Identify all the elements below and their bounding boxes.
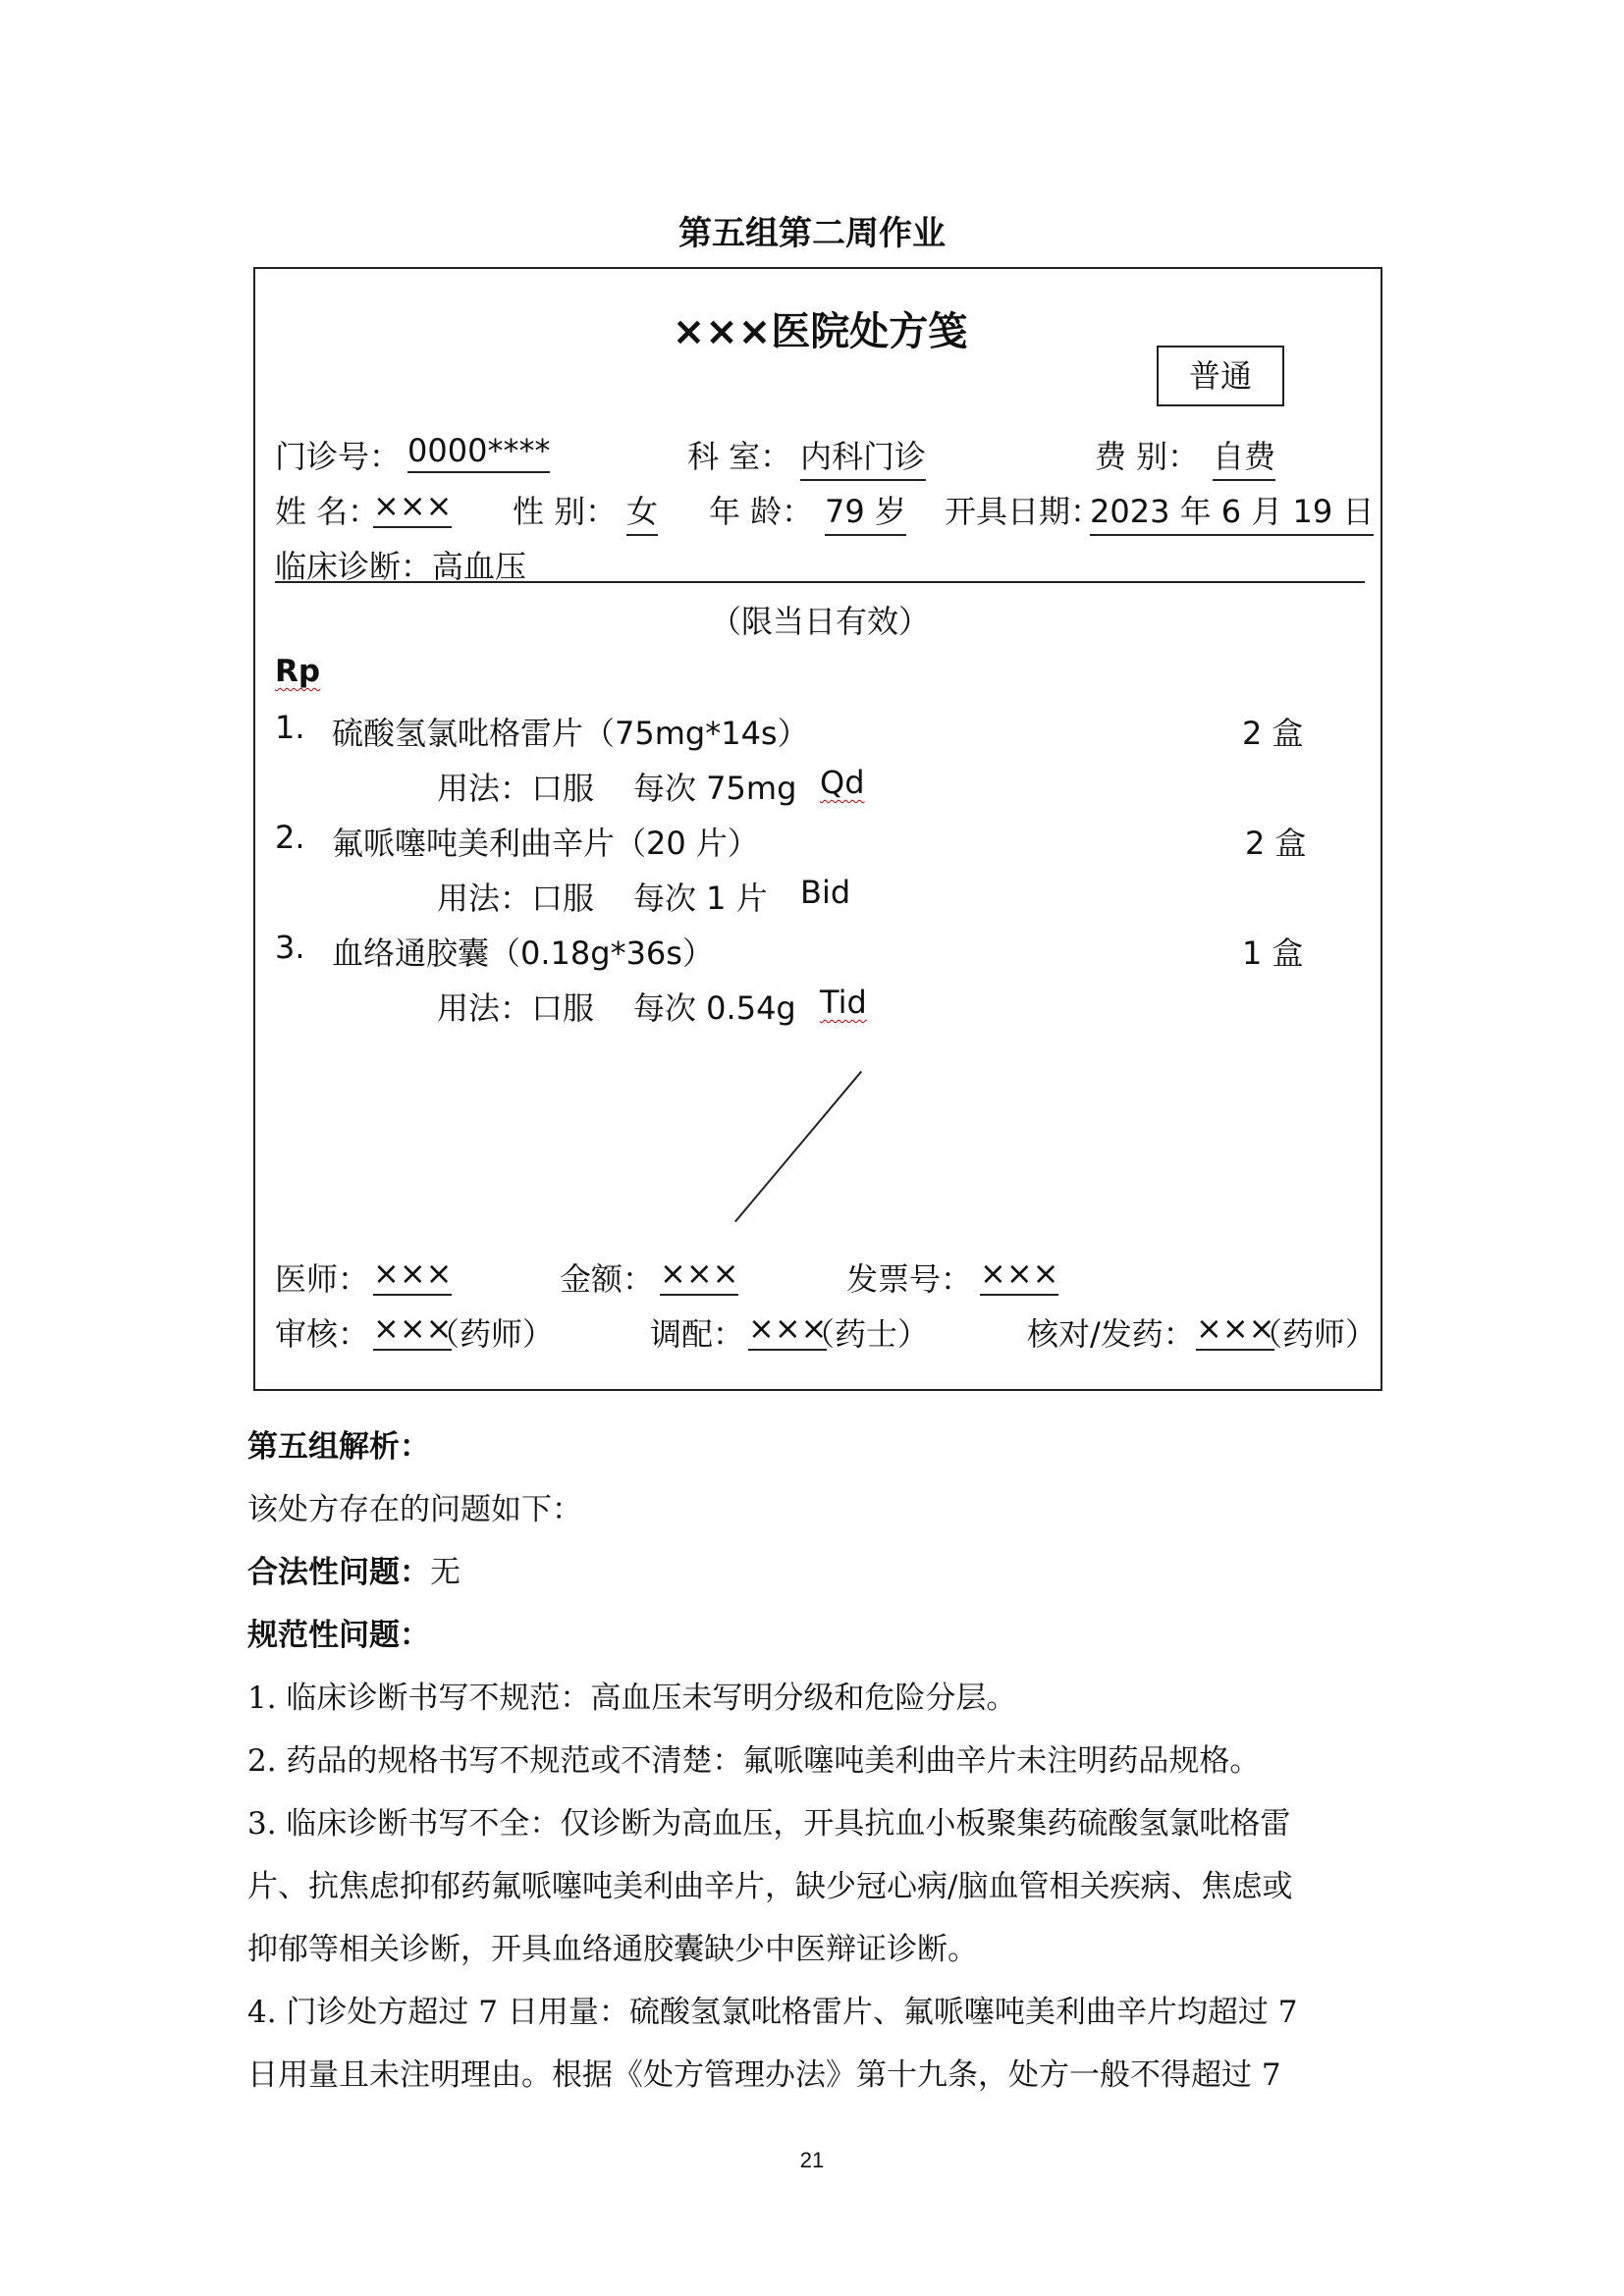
date-label: 开具日期： xyxy=(945,493,1103,530)
drug-index: 1. xyxy=(275,709,305,746)
drug-usage: 用法：口服 xyxy=(437,880,595,917)
check-label: 核对/发药： xyxy=(1027,1315,1195,1353)
dispense-value: ××× xyxy=(748,1309,827,1351)
prescription-type-badge: 普通 xyxy=(1157,346,1284,406)
drug-dose: 每次 0.54g xyxy=(633,989,796,1027)
standard-heading xyxy=(247,1604,1386,1667)
dept-label: 科 室： xyxy=(687,438,792,475)
dispense-role: （药士） xyxy=(803,1315,930,1353)
check-value: ××× xyxy=(1196,1309,1274,1351)
document-title: 第五组第二周作业 xyxy=(678,214,946,253)
issue-3-line-2: 片、抗焦虑抑郁药氟哌噻吨美利曲辛片，缺少冠心病/脑血管相关疾病、焦虑或 xyxy=(247,1869,1293,1904)
dispense-label: 调配： xyxy=(650,1315,745,1353)
hospital-title: ×××医院处方笺 xyxy=(672,309,968,354)
invoice-label: 发票号： xyxy=(846,1260,973,1298)
blank-space-slash xyxy=(734,1071,862,1222)
drug-index: 3. xyxy=(275,929,305,966)
drug-name: 血络通胶囊（0.18g*36s） xyxy=(332,934,714,972)
legality-line xyxy=(247,1541,1386,1604)
standard-heading-text: 规范性问题： xyxy=(247,1618,430,1653)
drug-quantity: 2 盒 xyxy=(1242,715,1304,752)
age-label: 年 龄： xyxy=(709,493,814,530)
doctor-value: ××× xyxy=(373,1255,452,1296)
drug-usage: 用法：口服 xyxy=(437,989,595,1027)
drug-name: 硫酸氢氯吡格雷片（75mg*14s） xyxy=(332,715,809,752)
diagnosis-value: 高血压 xyxy=(432,548,527,585)
drug-index: 2. xyxy=(275,819,305,856)
gender-label: 性 别： xyxy=(513,493,618,530)
diagnosis-label: 临床诊断： xyxy=(275,548,433,585)
prescription-form xyxy=(253,267,1382,1391)
name-value: ××× xyxy=(373,487,452,528)
review-role: （药师） xyxy=(428,1315,555,1353)
drug-frequency: Qd xyxy=(820,764,865,801)
gender-value: 女 xyxy=(626,487,658,536)
issue-4-line-2: 日用量且未注明理由。根据《处方管理办法》第十九条，处方一般不得超过 7 xyxy=(247,2057,1281,2093)
drug-name: 氟哌噻吨美利曲辛片（20 片） xyxy=(332,825,759,862)
fee-label: 费 别： xyxy=(1095,438,1200,475)
dept-value: 内科门诊 xyxy=(800,432,926,481)
legality-label: 合法性问题： xyxy=(247,1555,430,1590)
drug-dose: 每次 1 片 xyxy=(633,880,768,917)
fee-value: 自费 xyxy=(1213,432,1275,481)
outpatient-value: 0000**** xyxy=(407,432,550,473)
issue-3-line-1: 3. 临床诊断书写不全：仅诊断为高血压，开具抗血小板聚集药硫酸氢氯吡格雷 xyxy=(247,1806,1291,1842)
drug-quantity: 2 盒 xyxy=(1245,825,1307,862)
issue-4-line-1: 4. 门诊处方超过 7 日用量：硫酸氢氯吡格雷片、氟哌噻吨美利曲辛片均超过 7 xyxy=(247,1995,1298,2030)
issue-1: 1. 临床诊断书写不规范：高血压未写明分级和危险分层。 xyxy=(247,1681,1017,1716)
drug-dose: 每次 75mg xyxy=(633,770,797,807)
doctor-label: 医师： xyxy=(275,1260,370,1298)
legality-value: 无 xyxy=(430,1555,460,1590)
amount-value: ××× xyxy=(660,1255,738,1296)
date-value: 2023 年 6 月 19 日 xyxy=(1090,487,1374,536)
age-value: 79 岁 xyxy=(825,487,906,536)
analysis-heading-text: 第五组解析： xyxy=(247,1429,430,1465)
drug-quantity: 1 盒 xyxy=(1242,934,1304,972)
issue-3-line-3: 抑郁等相关诊断，开具血络通胶囊缺少中医辩证诊断。 xyxy=(247,1932,978,1967)
drug-frequency: Bid xyxy=(800,874,851,911)
analysis-heading xyxy=(247,1415,1386,1478)
analysis-intro: 该处方存在的问题如下： xyxy=(247,1492,582,1527)
rp-label: Rp xyxy=(275,654,321,689)
diagnosis-underline xyxy=(275,581,1365,583)
drug-frequency: Tid xyxy=(820,984,867,1021)
issue-2: 2. 药品的规格书写不规范或不清楚：氟哌噻吨美利曲辛片未注明药品规格。 xyxy=(247,1743,1261,1779)
invoice-value: ××× xyxy=(980,1255,1058,1296)
page-number: 21 xyxy=(799,2148,825,2172)
name-label: 姓 名： xyxy=(275,493,380,530)
outpatient-label: 门诊号： xyxy=(275,438,402,475)
validity-note: （限当日有效） xyxy=(709,603,930,640)
amount-label: 金额： xyxy=(560,1260,655,1298)
review-value: ××× xyxy=(373,1309,452,1351)
drug-usage: 用法：口服 xyxy=(437,770,595,807)
check-role: （药师） xyxy=(1251,1315,1378,1353)
review-label: 审核： xyxy=(275,1315,370,1353)
